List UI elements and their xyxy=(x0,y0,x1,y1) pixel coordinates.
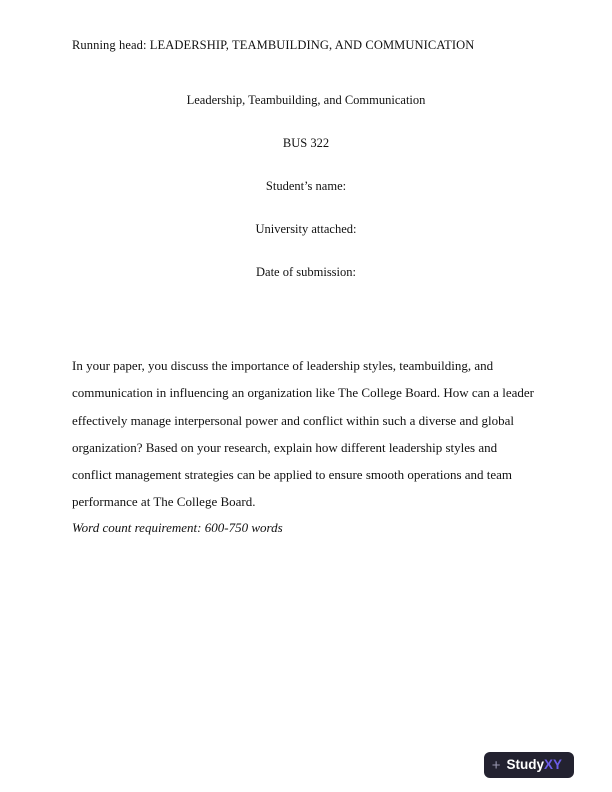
brand-accent-text: XY xyxy=(543,757,562,773)
plus-icon: + xyxy=(491,756,501,774)
word-count-note: Word count requirement: 600-750 words xyxy=(72,519,283,535)
submission-date-line: Date of submission: xyxy=(256,265,356,279)
studyxy-badge xyxy=(484,752,574,778)
brand-wordmark xyxy=(506,758,562,772)
student-name-line: Student’s name: xyxy=(265,179,347,193)
paper-title: Leadership, Teambuilding, and Communication xyxy=(186,93,426,107)
assignment-prompt: In your paper, you discuss the importance of leadership styles, teambuilding, and communication in influencing an organization like The College Board. How can a leader effectively manage interpersonal power and conflict within such a diverse and global organization? Based on your research, explain how different leadership styles and conflict management strategies can be applied to ensure smooth operations and team performance at The College Board. xyxy=(72,358,534,510)
brand-primary-text: Study xyxy=(506,757,544,773)
running-head: Running head: LEADERSHIP, TEAMBUILDING, AND COMMUNICATION xyxy=(72,38,475,52)
title-block xyxy=(72,93,540,280)
university-line: University attached: xyxy=(255,222,357,236)
course-code: BUS 322 xyxy=(282,136,330,150)
